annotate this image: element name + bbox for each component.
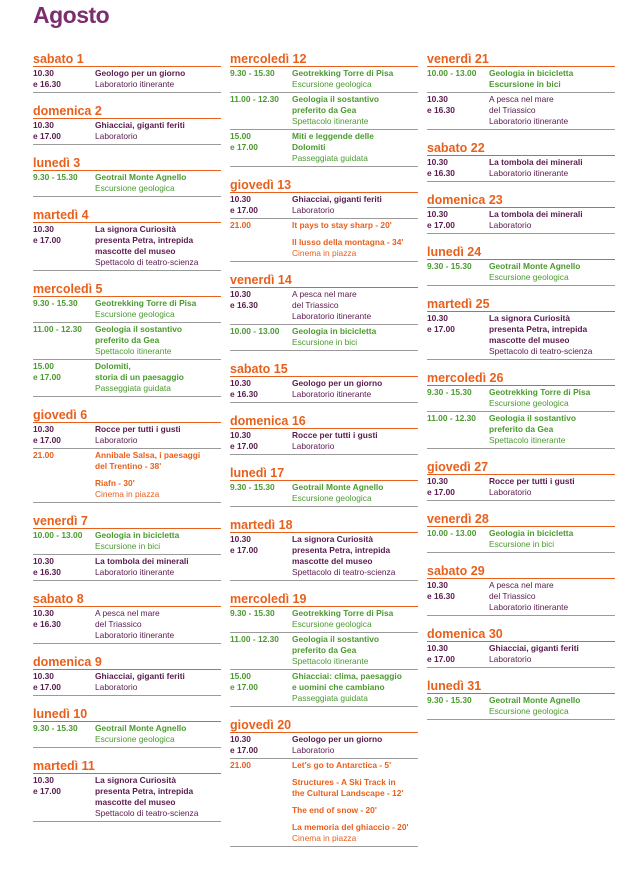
event-row: [230, 759, 418, 847]
day-heading: sabato 29: [427, 562, 615, 579]
event-time: 10.00 - 13.00: [33, 530, 83, 540]
event-title: Geologia il sostantivo preferito da Gea: [95, 324, 183, 345]
day-heading: sabato 8: [33, 590, 221, 607]
event-title: Il lusso della montagna - 34': [292, 237, 404, 247]
event-time: 11.00 - 12.30: [33, 324, 82, 334]
event-details: [95, 324, 221, 357]
day-block: [230, 50, 418, 167]
event-title: La signora Curiosità presenta Petra, intrepida mascotte del museo: [292, 534, 391, 566]
event-type: Laboratorio: [489, 220, 532, 230]
day-heading: venerdì 14: [230, 271, 418, 288]
event-row: [33, 67, 221, 93]
calendar-column-2: [230, 50, 418, 847]
event-row: [230, 429, 418, 455]
event-details: [489, 695, 615, 717]
event-details: [489, 157, 615, 179]
event-details: [489, 643, 615, 665]
event-time: 9.30 - 15.30: [427, 695, 472, 705]
day-block: [230, 271, 418, 351]
event-time: 15.00 e 17.00: [33, 361, 61, 382]
event-time: 10.30 e 17.00: [33, 224, 61, 245]
event-time: 9.30 - 15.30: [427, 387, 472, 397]
event-details: [292, 194, 418, 216]
event-time: 10.30 e 16.30: [230, 289, 258, 310]
day-heading: venerdì 21: [427, 50, 615, 67]
event-details: [292, 68, 418, 90]
day-heading: domenica 9: [33, 653, 221, 670]
event-details: [95, 530, 221, 552]
event-details: [95, 450, 221, 500]
event-row: [230, 533, 418, 581]
event-type: Escursione in bici: [292, 337, 358, 347]
event-title: Rocce per tutti i gusti: [292, 430, 378, 440]
event-details: [489, 261, 615, 283]
event-type: Laboratorio itinerante: [489, 602, 569, 612]
event-row: [230, 633, 418, 670]
event-type: A pesca nel mare del Triassico: [489, 94, 554, 115]
day-heading: lunedì 10: [33, 705, 221, 722]
event-title: It pays to stay sharp - 20': [292, 220, 392, 230]
event-details: [292, 482, 418, 504]
day-block: [230, 412, 418, 455]
event-details: [489, 387, 615, 409]
event-title: Geologo per un giorno: [292, 734, 383, 744]
event-row: [427, 208, 615, 234]
event-type: Escursione geologica: [95, 734, 175, 744]
day-heading: giovedì 27: [427, 458, 615, 475]
event-title: Geotrail Monte Agnello: [489, 261, 581, 271]
day-block: [427, 243, 615, 286]
event-title: Ghiacciai: clima, paesaggio e uomini che cambiano: [292, 671, 402, 692]
event-row: [427, 260, 615, 286]
event-row: [33, 670, 221, 696]
day-heading: giovedì 6: [33, 406, 221, 423]
event-type: Cinema in piazza: [292, 833, 357, 843]
event-type: Laboratorio itinerante: [489, 116, 569, 126]
day-heading: lunedì 31: [427, 677, 615, 694]
event-time: 10.30 e 16.30: [33, 68, 61, 89]
event-details: [95, 556, 221, 578]
event-details: [292, 760, 418, 844]
event-time: 10.00 - 13.00: [230, 326, 280, 336]
day-heading: domenica 2: [33, 102, 221, 119]
event-row: [33, 423, 221, 449]
day-block: [427, 50, 615, 130]
event-time: 10.30 e 17.00: [33, 775, 61, 796]
event-row: [230, 130, 418, 167]
event-time: 10.30 e 17.00: [33, 424, 61, 445]
event-type: Laboratorio itinerante: [292, 311, 372, 321]
event-type: Spettacolo di teatro-scienza: [489, 346, 593, 356]
event-title: Miti e leggende delle Dolomiti: [292, 131, 374, 152]
day-heading: venerdì 7: [33, 512, 221, 529]
event-row: [427, 527, 615, 553]
event-type: Laboratorio: [292, 745, 335, 755]
event-title: Geologia in bicicletta: [292, 326, 377, 336]
event-details: [95, 68, 221, 90]
event-row: [427, 579, 615, 616]
day-block: [427, 139, 615, 182]
event-details: [292, 131, 418, 164]
event-title: Let's go to Antarctica - 5': [292, 760, 392, 770]
event-type: Escursione geologica: [292, 619, 372, 629]
event-title: Geotrekking Torre di Pisa: [292, 68, 394, 78]
event-row: [230, 219, 418, 262]
event-title: Geotrekking Torre di Pisa: [489, 387, 591, 397]
event-title: Riafn - 30': [95, 478, 135, 488]
event-title: Geologia in bicicletta: [489, 528, 574, 538]
event-type: Laboratorio itinerante: [95, 79, 175, 89]
event-row: [427, 156, 615, 182]
day-block: [427, 295, 615, 360]
event-row: [230, 481, 418, 507]
event-type: Spettacolo itinerante: [292, 116, 369, 126]
event-row: [33, 449, 221, 503]
event-row: [230, 193, 418, 219]
event-row: [230, 325, 418, 351]
event-details: [489, 476, 615, 498]
event-title: Annibale Salsa, i paesaggi del Trentino - 38': [95, 450, 201, 471]
event-time: 10.30 e 17.00: [230, 194, 258, 215]
event-title: Geotrekking Torre di Pisa: [95, 298, 197, 308]
day-heading: lunedì 3: [33, 154, 221, 171]
day-block: [230, 360, 418, 403]
calendar-column-3: [427, 50, 615, 720]
event-title: Geologia il sostantivo preferito da Gea: [489, 413, 577, 434]
day-heading: domenica 16: [230, 412, 418, 429]
day-block: [33, 757, 221, 822]
event-time: 10.00 - 13.00: [427, 528, 477, 538]
event-title: Ghiacciai, giganti feriti: [95, 120, 185, 130]
day-heading: lunedì 24: [427, 243, 615, 260]
day-heading: mercoledì 12: [230, 50, 418, 67]
event-type: A pesca nel mare del Triassico: [95, 608, 160, 629]
event-details: [292, 289, 418, 322]
day-heading: giovedì 20: [230, 716, 418, 733]
event-time: 10.30 e 16.30: [33, 608, 61, 629]
event-details: [95, 172, 221, 194]
day-block: [427, 562, 615, 616]
page-title: Agosto: [33, 2, 110, 28]
event-title: La signora Curiosità presenta Petra, intrepida mascotte del museo: [95, 224, 194, 256]
day-heading: sabato 1: [33, 50, 221, 67]
event-details: [292, 671, 418, 704]
event-time: 11.00 - 12.30: [230, 94, 279, 104]
event-time: 10.30 e 17.00: [230, 534, 258, 555]
event-details: [489, 313, 615, 357]
event-title: Geotrail Monte Agnello: [292, 482, 384, 492]
event-row: [230, 67, 418, 93]
event-time: 9.30 - 15.30: [33, 723, 78, 733]
event-title: The end of snow - 20': [292, 805, 377, 815]
event-details: [489, 413, 615, 446]
event-row: [427, 67, 615, 93]
day-block: [427, 369, 615, 449]
event-type: Escursione in bici: [489, 539, 555, 549]
event-type: Laboratorio: [292, 205, 335, 215]
event-time: 9.30 - 15.30: [230, 608, 275, 618]
event-details: [292, 94, 418, 127]
event-time: 10.30 e 17.00: [230, 430, 258, 451]
event-row: [427, 386, 615, 412]
day-heading: lunedì 17: [230, 464, 418, 481]
day-heading: giovedì 13: [230, 176, 418, 193]
event-time: 10.30 e 17.00: [33, 120, 61, 141]
event-row: [33, 555, 221, 581]
event-details: [95, 424, 221, 446]
event-type: Laboratorio itinerante: [95, 567, 175, 577]
day-heading: mercoledì 26: [427, 369, 615, 386]
event-type: Escursione geologica: [489, 706, 569, 716]
event-row: [33, 223, 221, 271]
event-row: [33, 171, 221, 197]
event-title: Geologo per un giorno: [292, 378, 383, 388]
event-row: [427, 475, 615, 501]
event-title: Rocce per tutti i gusti: [95, 424, 181, 434]
event-type: Passeggiata guidata: [292, 693, 368, 703]
event-row: [230, 670, 418, 707]
event-title: Geologia il sostantivo preferito da Gea: [292, 634, 380, 655]
event-time: 10.30 e 17.00: [427, 313, 455, 334]
event-row: [427, 412, 615, 449]
event-details: [95, 224, 221, 268]
event-row: [230, 733, 418, 759]
day-heading: martedì 4: [33, 206, 221, 223]
event-time: 10.30 e 17.00: [427, 209, 455, 230]
event-type: Spettacolo itinerante: [292, 656, 369, 666]
event-type: Laboratorio: [95, 682, 138, 692]
day-heading: martedì 11: [33, 757, 221, 774]
event-title: Geologia il sostantivo preferito da Gea: [292, 94, 380, 115]
event-title: Geotrekking Torre di Pisa: [292, 608, 394, 618]
day-block: [33, 154, 221, 197]
event-time: 10.30 e 17.00: [427, 643, 455, 664]
event-details: [489, 580, 615, 613]
event-details: [292, 326, 418, 348]
day-heading: martedì 25: [427, 295, 615, 312]
event-details: [95, 298, 221, 320]
day-block: [427, 191, 615, 234]
day-block: [33, 705, 221, 748]
event-time: 10.00 - 13.00: [427, 68, 477, 78]
event-details: [95, 671, 221, 693]
day-heading: mercoledì 5: [33, 280, 221, 297]
day-heading: sabato 22: [427, 139, 615, 156]
day-block: [33, 280, 221, 397]
day-block: [230, 716, 418, 847]
event-title: Dolomiti, storia di un paesaggio: [95, 361, 184, 382]
event-title: Geologo per un giorno: [95, 68, 186, 78]
event-type: Escursione geologica: [95, 309, 175, 319]
event-details: [95, 120, 221, 142]
event-details: [489, 528, 615, 550]
event-row: [427, 312, 615, 360]
event-details: [292, 534, 418, 578]
event-row: [230, 607, 418, 633]
event-title: La tombola dei minerali: [95, 556, 189, 566]
event-title: Ghiacciai, giganti feriti: [489, 643, 579, 653]
event-title: La signora Curiosità presenta Petra, intrepida mascotte del museo: [489, 313, 588, 345]
day-block: [427, 510, 615, 553]
event-details: [95, 723, 221, 745]
event-time: 10.30 e 17.00: [427, 476, 455, 497]
event-row: [33, 119, 221, 145]
event-row: [33, 297, 221, 323]
event-type: Passeggiata guidata: [292, 153, 368, 163]
event-row: [230, 288, 418, 325]
event-row: [230, 377, 418, 403]
event-type: Escursione geologica: [292, 493, 372, 503]
day-heading: sabato 15: [230, 360, 418, 377]
event-title: La signora Curiosità presenta Petra, intrepida mascotte del museo: [95, 775, 194, 807]
event-title: Geotrail Monte Agnello: [95, 723, 187, 733]
event-title: La tombola dei minerali: [489, 157, 583, 167]
event-time: 21.00: [33, 450, 54, 460]
day-block: [230, 176, 418, 262]
event-row: [33, 722, 221, 748]
event-type: Laboratorio: [489, 654, 532, 664]
event-time: 21.00: [230, 760, 251, 770]
event-row: [230, 93, 418, 130]
event-time: 9.30 - 15.30: [230, 68, 275, 78]
day-block: [33, 406, 221, 503]
day-heading: domenica 23: [427, 191, 615, 208]
event-type: Cinema in piazza: [95, 489, 160, 499]
event-row: [33, 774, 221, 822]
day-block: [230, 516, 418, 581]
calendar-column-1: [33, 50, 221, 822]
event-time: 10.30 e 16.30: [427, 157, 455, 178]
event-type: A pesca nel mare del Triassico: [292, 289, 357, 310]
event-type: Laboratorio: [292, 441, 335, 451]
event-type: Passeggiata guidata: [95, 383, 171, 393]
event-title: Geotrail Monte Agnello: [95, 172, 187, 182]
day-block: [33, 590, 221, 644]
event-time: 11.00 - 12.30: [230, 634, 279, 644]
event-time: 9.30 - 15.30: [427, 261, 472, 271]
event-type: Escursione in bici: [95, 541, 161, 551]
event-title: Geologia in bicicletta: [489, 68, 574, 78]
event-details: [292, 430, 418, 452]
event-type: Spettacolo itinerante: [489, 435, 566, 445]
event-type: Laboratorio itinerante: [292, 389, 372, 399]
day-heading: martedì 18: [230, 516, 418, 533]
event-time: 15.00 e 17.00: [230, 671, 258, 692]
event-type: Spettacolo di teatro-scienza: [292, 567, 396, 577]
day-block: [33, 102, 221, 145]
event-time: 10.30 e 16.30: [33, 556, 61, 577]
day-block: [33, 512, 221, 581]
event-type: Laboratorio: [95, 435, 138, 445]
event-type: Spettacolo di teatro-scienza: [95, 257, 199, 267]
event-details: [292, 378, 418, 400]
event-details: [95, 361, 221, 394]
event-time: 10.30 e 17.00: [33, 671, 61, 692]
event-title: Structures - A Ski Track in the Cultural Landscape - 12': [292, 777, 404, 798]
event-details: [95, 608, 221, 641]
event-details: [489, 209, 615, 231]
event-title: Geologia in bicicletta: [95, 530, 180, 540]
event-time: 21.00: [230, 220, 251, 230]
day-block: [427, 677, 615, 720]
event-type: Laboratorio: [95, 131, 138, 141]
event-time: 10.30 e 16.30: [427, 94, 455, 115]
event-title: Ghiacciai, giganti feriti: [292, 194, 382, 204]
day-block: [427, 625, 615, 668]
event-time: 10.30 e 16.30: [427, 580, 455, 601]
event-type: Laboratorio: [489, 487, 532, 497]
event-details: [292, 220, 418, 259]
event-type: A pesca nel mare del Triassico: [489, 580, 554, 601]
event-type: Escursione geologica: [292, 79, 372, 89]
event-title: Rocce per tutti i gusti: [489, 476, 575, 486]
day-block: [33, 206, 221, 271]
event-type: Laboratorio itinerante: [95, 630, 175, 640]
event-row: [33, 607, 221, 644]
event-time: 9.30 - 15.30: [230, 482, 275, 492]
day-block: [33, 653, 221, 696]
day-heading: domenica 30: [427, 625, 615, 642]
event-details: [95, 775, 221, 819]
event-time: 15.00 e 17.00: [230, 131, 258, 152]
event-type: Cinema in piazza: [292, 248, 357, 258]
event-type: Laboratorio itinerante: [489, 168, 569, 178]
day-block: [33, 50, 221, 93]
day-heading: mercoledì 19: [230, 590, 418, 607]
event-details: [292, 608, 418, 630]
event-time: 11.00 - 12.30: [427, 413, 476, 423]
event-type: Spettacolo di teatro-scienza: [95, 808, 199, 818]
event-type: Escursione geologica: [95, 183, 175, 193]
event-row: [33, 529, 221, 555]
event-title: La memoria del ghiaccio - 20': [292, 822, 409, 832]
event-details: [489, 94, 615, 127]
day-block: [230, 464, 418, 507]
event-time: 9.30 - 15.30: [33, 298, 78, 308]
event-title: Escursione in bici: [489, 79, 561, 89]
event-time: 9.30 - 15.30: [33, 172, 78, 182]
event-row: [427, 642, 615, 668]
event-row: [427, 694, 615, 720]
event-title: La tombola dei minerali: [489, 209, 583, 219]
event-time: 10.30 e 16.30: [230, 378, 258, 399]
day-heading: venerdì 28: [427, 510, 615, 527]
event-row: [427, 93, 615, 130]
event-time: 10.30 e 17.00: [230, 734, 258, 755]
day-block: [230, 590, 418, 707]
event-details: [489, 68, 615, 90]
event-details: [292, 634, 418, 667]
event-details: [292, 734, 418, 756]
day-block: [427, 458, 615, 501]
event-row: [33, 323, 221, 360]
event-type: Spettacolo itinerante: [95, 346, 172, 356]
event-row: [33, 360, 221, 397]
event-type: Escursione geologica: [489, 398, 569, 408]
event-title: Ghiacciai, giganti feriti: [95, 671, 185, 681]
event-title: Geotrail Monte Agnello: [489, 695, 581, 705]
event-type: Escursione geologica: [489, 272, 569, 282]
